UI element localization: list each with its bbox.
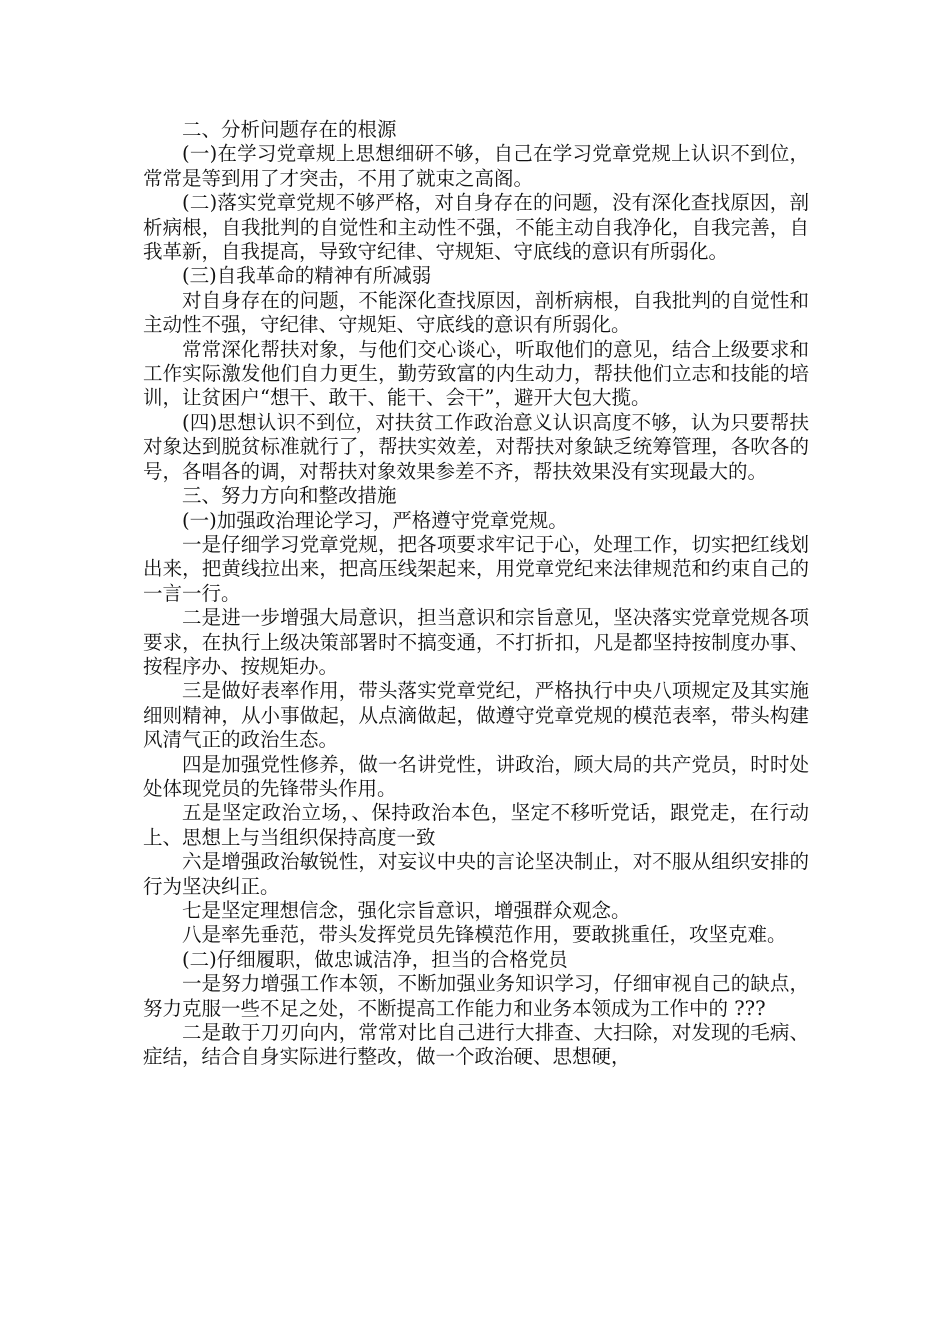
paragraph-9: 一是仔细学习党章党规，把各项要求牢记于心，处理工作，切实把红线划出来，把黄线拉出来，把高压线架起来，用党章党纪来法律规范和约束自己的一言一行。 <box>143 532 809 605</box>
paragraph-4: 对自身存在的问题，不能深化查找原因，剖析病根，自我批判的自觉性和主动性不强，守纪律、守规矩、守底线的意识有所弱化。 <box>143 288 809 337</box>
paragraph-11: 三是做好表率作用，带头落实党章党纪，严格执行中央八项规定及其实施细则精神，从小事做起，从点滴做起，做遵守党章党规的模范表率，带头构建风清气正的政治生态。 <box>143 679 809 752</box>
paragraph-2: (二)落实党章党规不够严格，对自身存在的问题，没有深化查找原因，剖析病根，自我批判的自觉性和主动性不强，不能主动自我净化，自我完善，自我革新，自我提高，导致守纪律、守规矩、守底线的意识有所弱化。 <box>143 191 809 264</box>
document-body <box>143 118 809 1070</box>
subheading-3: (三)自我革命的精神有所减弱 <box>182 264 432 288</box>
paragraph-5: 常常深化帮扶对象，与他们交心谈心，听取他们的意见，结合上级要求和工作实际激发他们自力更生，勤劳致富的内生动力，帮扶他们立志和技能的培训，让贫困户“想干、敢干、能干、会干”，避开大包大揽。 <box>143 337 809 410</box>
subheading-8: (一)加强政治理论学习，严格遵守党章党规。 <box>182 508 568 532</box>
heading-section-3: 三、努力方向和整改措施 <box>182 484 397 508</box>
paragraph-1: (一)在学习党章规上思想细研不够，自己在学习党章党规上认识不到位，常常是等到用了才突击，不用了就束之高阁。 <box>143 142 809 190</box>
paragraph-10: 二是进一步增强大局意识，担当意识和宗旨意见，坚决落实党章党规各项要求，在执行上级决策部署时不搞变通，不打折扣，凡是都坚持按制度办事、按程序办、按规矩办。 <box>143 606 809 678</box>
heading-section-2: 二、分析问题存在的根源 <box>182 118 397 141</box>
paragraph-14: 六是增强政治敏锐性，对妄议中央的言论坚决制止，对不服从组织安排的行为坚决纠正。 <box>143 850 809 898</box>
paragraph-15: 七是坚定理想信念，强化宗旨意识，增强群众观念。 <box>182 899 631 922</box>
paragraph-6: (四)思想认识不到位，对扶贫工作政治意义认识高度不够，认为只要帮扶对象达到脱贫标准就行了，帮扶实效差，对帮扶对象缺乏统筹管理，各吹各的号，各唱各的调，对帮扶对象效果参差不齐，帮扶效果没有实现最大的。 <box>143 410 809 483</box>
paragraph-13: 五是坚定政治立场，、保持政治本色，坚定不移听党话，跟党走，在行动上、思想上与当组织保持高度一致 <box>143 801 809 849</box>
subheading-17: (二)仔细履职，做忠诚洁净，担当的合格党员 <box>182 947 568 971</box>
paragraph-16: 八是率先垂范，带头发挥党员先锋模范作用，要敢挑重任，攻坚克难。 <box>182 923 787 947</box>
paragraph-19: 二是敢于刀刃向内，常常对比自己进行大排查、大扫除，对发现的毛病、症结，结合自身实际进行整改，做一个政治硬、思想硬， <box>143 1021 809 1069</box>
paragraph-12: 四是加强党性修养，做一名讲党性，讲政治，顾大局的共产党员，时时处处体现党员的先锋带头作用。 <box>143 752 809 800</box>
paragraph-18: 一是努力增强工作本领，不断加强业务知识学习，仔细审视自己的缺点，努力克服一些不足之处，不断提高工作能力和业务本领成为工作中的 ??? <box>143 972 809 1020</box>
